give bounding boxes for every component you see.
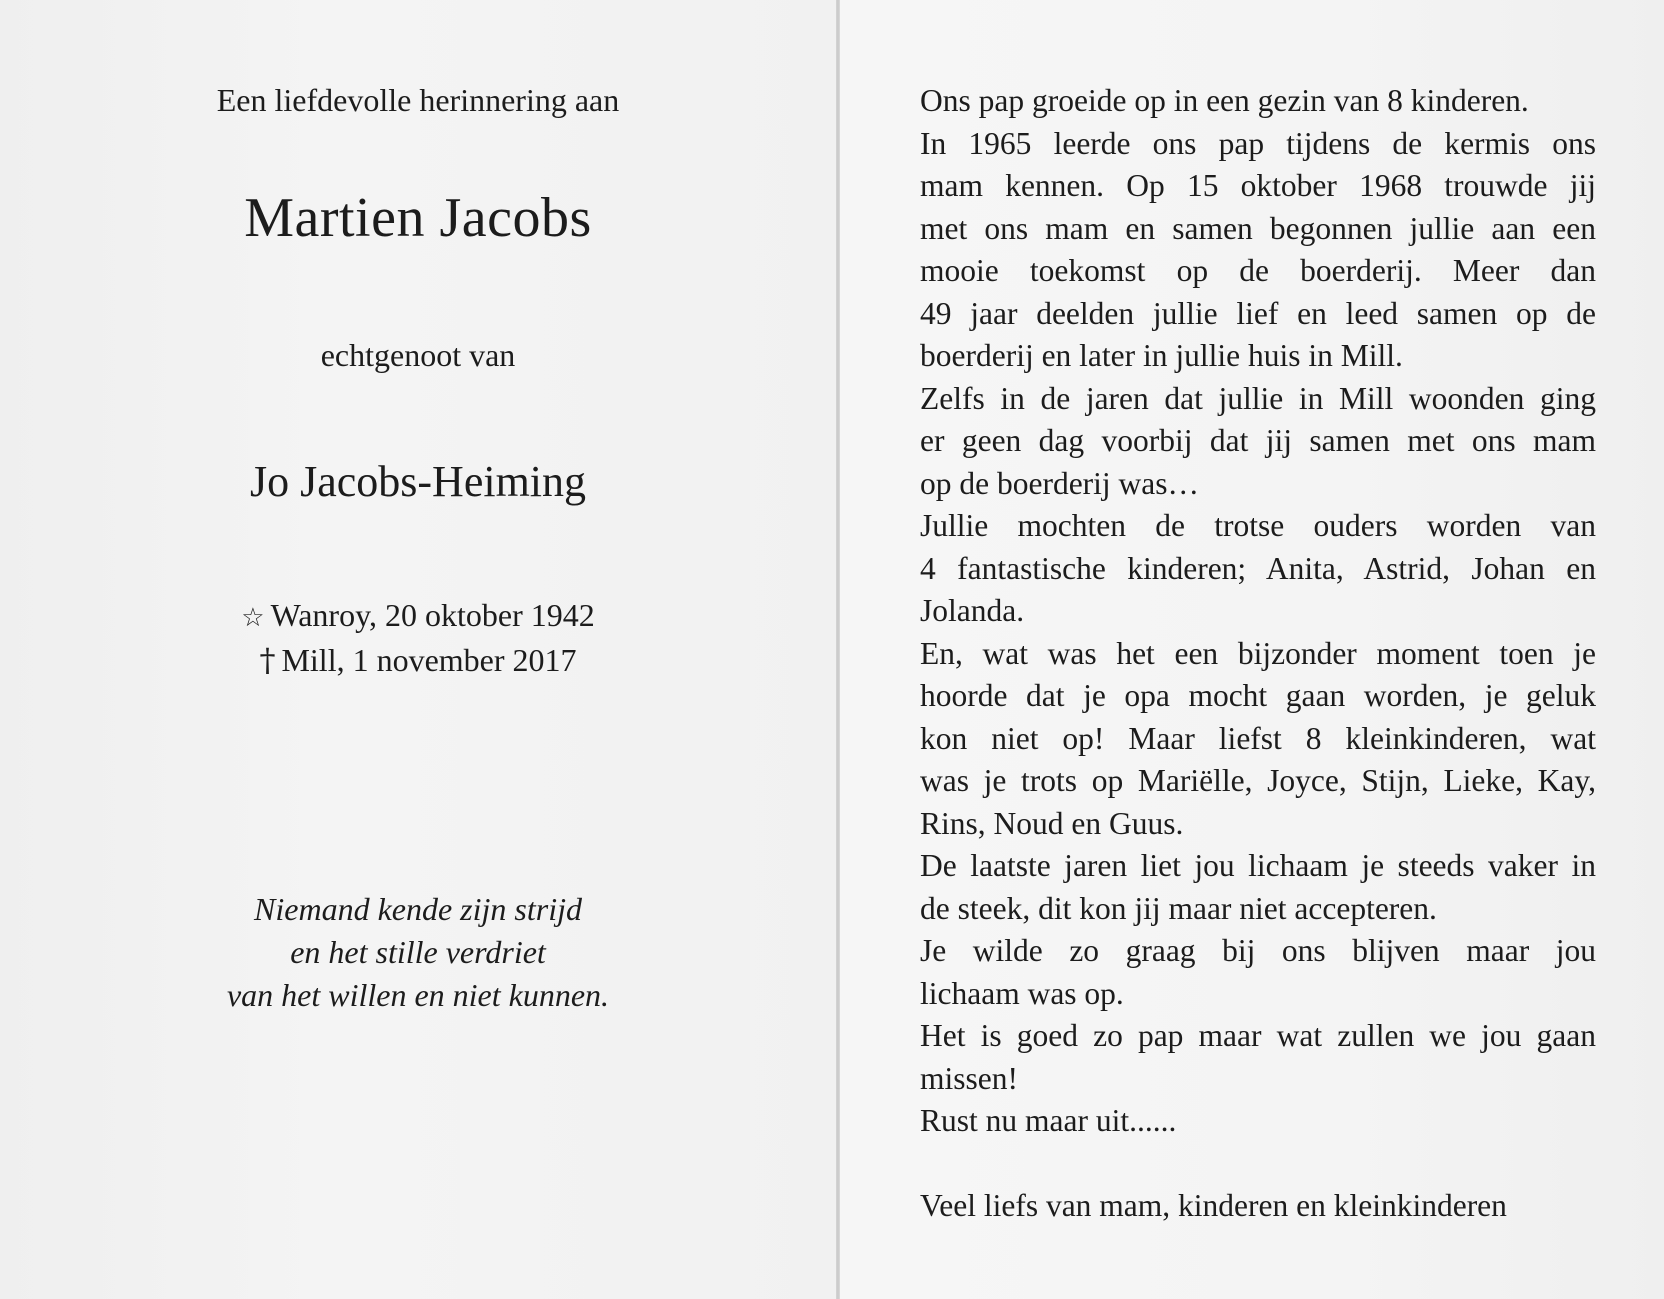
life-dates [0, 594, 836, 681]
birth-text: Wanroy, 20 oktober 1942 [270, 597, 595, 633]
paragraph-gap [920, 1143, 1596, 1185]
right-panel [840, 0, 1664, 1299]
story-line: 4 fantastische kinderen; Anita, Astrid, Johan en [920, 550, 1596, 586]
story-line: En, wat was het een bijzonder moment toen je [920, 635, 1596, 671]
death-row [0, 639, 836, 681]
story-line: Ons pap groeide op in een gezin van 8 kinderen. [920, 83, 1529, 118]
story-line: op de boerderij was… [920, 465, 1200, 501]
story-line: Zelfs in de jaren dat jullie in Mill woonden ging [920, 380, 1596, 416]
story-line: Rins, Noud en Guus. [920, 805, 1184, 841]
story-line: Het is goed zo pap maar wat zullen we jou gaan [920, 1018, 1596, 1053]
story-line: hoorde dat je opa mocht gaan worden, je geluk [920, 678, 1596, 713]
poem-line: en het stille verdriet [290, 934, 546, 970]
story-line: Rust nu maar uit...... [920, 1103, 1177, 1138]
story-line: missen! [920, 1060, 1018, 1096]
closing-line: Veel liefs van mam, kinderen en kleinkinderen [920, 1187, 1507, 1223]
story-line: lichaam was op. [920, 975, 1124, 1011]
spouse-label: echtgenoot van [320, 337, 516, 373]
poem [0, 888, 836, 1017]
spouse-name: Jo Jacobs-Heiming [249, 457, 587, 506]
story-line: Jolanda. [920, 593, 1025, 628]
intro-text: Een liefdevolle herinnering aan [216, 82, 620, 118]
poem-line: van het willen en niet kunnen. [226, 977, 610, 1013]
story-line: mam kennen. Op 15 oktober 1968 trouwde jij [920, 168, 1596, 203]
deceased-name: Martien Jacobs [244, 187, 592, 249]
story-line: mooie toekomst op de boerderij. Meer dan [920, 253, 1596, 288]
story-line: met ons mam en samen begonnen jullie aan een [920, 210, 1596, 246]
story-line: Je wilde zo graag bij ons blijven maar jou [920, 933, 1596, 968]
story-line: De laatste jaren liet jou lichaam je steeds vaker in [920, 848, 1596, 883]
life-story [920, 80, 1596, 1227]
story-line: kon niet op! Maar liefst 8 kleinkinderen, wat [920, 720, 1596, 756]
story-line: Jullie mochten de trotse ouders worden van [920, 508, 1596, 543]
story-line: 49 jaar deelden jullie lief en leed samen op de [920, 295, 1596, 331]
story-line: boerderij en later in jullie huis in Mill. [920, 338, 1403, 373]
story-line: was je trots op Mariëlle, Joyce, Stijn, Lieke, Kay, [920, 763, 1596, 798]
cross-icon: † [259, 641, 276, 679]
birth-row [0, 594, 836, 639]
poem-line: Niemand kende zijn strijd [254, 891, 582, 927]
story-line: de steek, dit kon jij maar niet accepteren. [920, 890, 1437, 926]
star-icon: ☆ [241, 603, 265, 633]
story-line: In 1965 leerde ons pap tijdens de kermis ons [920, 125, 1596, 161]
death-text: Mill, 1 november 2017 [281, 642, 577, 678]
story-line: er geen dag voorbij dat jij samen met ons mam [920, 423, 1596, 458]
